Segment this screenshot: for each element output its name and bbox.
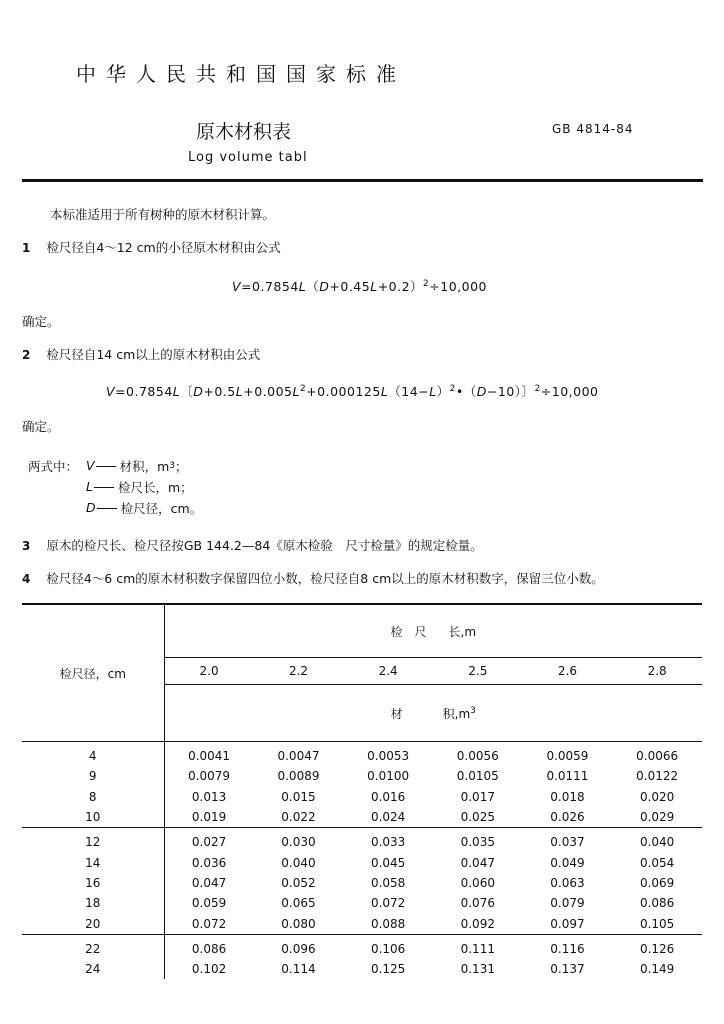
volume-cell: 0.116 xyxy=(523,934,613,959)
volume-cell: 0.131 xyxy=(460,962,495,977)
clause-text: 原木的检尺长、检尺径按GB 144.2—84《原木检验 尺寸检量》的规定检量。 xyxy=(46,538,483,553)
volume-cell: 0.079 xyxy=(550,896,585,911)
clause-number: 1 xyxy=(22,241,31,255)
volume-cell: 0.040 xyxy=(281,855,316,870)
volume-cell: 0.114 xyxy=(281,962,316,977)
volume-cell: 0.106 xyxy=(343,934,433,959)
table-row xyxy=(22,873,702,893)
volume-cell: 0.0059 xyxy=(523,742,613,767)
volume-cell: 0.0089 xyxy=(277,769,320,784)
table-row xyxy=(22,852,702,872)
formula-part: ÷10,000 xyxy=(429,279,487,294)
diameter-cell: 8 xyxy=(22,787,164,807)
formula-part: +0.2） xyxy=(377,279,424,294)
formula-part: +0.005 xyxy=(243,384,293,399)
volume-cell: 0.013 xyxy=(191,789,227,804)
formula-part: ） xyxy=(436,384,450,399)
formula-var: L xyxy=(370,279,378,294)
clause-1 xyxy=(22,238,281,256)
volume-table xyxy=(22,603,702,979)
volume-cell: 0.052 xyxy=(281,875,316,890)
volume-cell: 0.022 xyxy=(281,810,316,825)
length-header-a: 检 尺 xyxy=(390,624,427,639)
diameter-cell: 10 xyxy=(22,807,164,828)
volume-cell: 0.0053 xyxy=(343,742,433,767)
clause-2 xyxy=(22,345,260,363)
volume-cell: 0.0041 xyxy=(164,742,254,767)
clause-text: 检尺径4～6 cm的原木材积数字保留四位小数，检尺径自8 cm以上的原木材积数字，保留三位小数。 xyxy=(46,571,604,586)
volume-cell: 0.0122 xyxy=(636,769,679,784)
formula-part: =0.7854 xyxy=(115,384,173,399)
formula-large-log xyxy=(106,382,599,400)
formula-part: +0.45 xyxy=(329,279,371,294)
clause-number: 4 xyxy=(22,572,31,586)
volume-cell: 0.045 xyxy=(370,855,406,870)
symbol-row xyxy=(28,476,202,497)
header-rule xyxy=(22,179,703,182)
volume-cell: 0.0066 xyxy=(612,742,702,767)
formula-exponent: 2 xyxy=(534,383,541,394)
volume-cell: 0.086 xyxy=(164,934,254,959)
volume-cell: 0.018 xyxy=(550,789,585,804)
symbol-var: D xyxy=(86,500,96,515)
formula-part: （ xyxy=(306,279,320,294)
symbol-desc: 检尺长，m； xyxy=(117,479,193,495)
volume-cell: 0.030 xyxy=(254,828,344,853)
symbols-lead: 两式中： xyxy=(28,458,79,474)
table-body xyxy=(22,742,702,980)
formula-part: −10）〕 xyxy=(486,384,535,399)
volume-cell: 0.027 xyxy=(164,828,254,853)
length-column-header: 2.8 xyxy=(612,658,702,685)
volume-cell: 0.020 xyxy=(639,789,675,804)
volume-cell: 0.069 xyxy=(639,875,675,890)
volume-cell: 0.058 xyxy=(370,875,406,890)
document-subtitle: Log volume tabl xyxy=(188,150,308,165)
volume-cell: 0.126 xyxy=(612,934,702,959)
volume-cell: 0.025 xyxy=(460,810,495,825)
row-header: 检尺径，cm xyxy=(22,604,164,742)
volume-header-a: 材 xyxy=(390,706,403,721)
confirm-text-1: 确定。 xyxy=(22,314,60,329)
symbol-row xyxy=(28,497,202,518)
document-code: GB 4814-84 xyxy=(552,122,634,136)
volume-cell: 0.0079 xyxy=(188,769,231,784)
volume-cell: 0.024 xyxy=(370,810,406,825)
volume-cell: 0.137 xyxy=(550,962,585,977)
length-header-b: 长,m xyxy=(448,624,477,639)
diameter-cell: 9 xyxy=(22,766,164,786)
length-column-header: 2.6 xyxy=(523,658,613,685)
formula-exponent: 2 xyxy=(299,383,307,394)
formula-part: +0.5 xyxy=(203,384,236,399)
length-column-header: 2.0 xyxy=(164,658,254,685)
volume-cell: 0.047 xyxy=(191,875,227,890)
formula-part: 〔 xyxy=(180,384,194,399)
volume-cell: 0.072 xyxy=(191,916,227,931)
volume-cell: 0.019 xyxy=(191,810,227,825)
clause-text: 检尺径自14 cm以上的原木材积由公式 xyxy=(46,347,261,362)
table-row xyxy=(22,742,702,767)
symbol-desc: 检尺径，cm。 xyxy=(120,500,203,516)
volume-cell: 0.088 xyxy=(370,916,406,931)
volume-cell: 0.149 xyxy=(639,962,675,977)
dash-rule xyxy=(96,466,116,467)
length-column-header: 2.4 xyxy=(343,658,433,685)
table-row xyxy=(22,807,702,828)
volume-cell: 0.035 xyxy=(433,828,523,853)
volume-cell: 0.111 xyxy=(433,934,523,959)
diameter-cell: 20 xyxy=(22,913,164,934)
symbol-end: ； xyxy=(174,458,188,474)
formula-part: +0.000125 xyxy=(306,384,381,399)
volume-header-b: 积,m xyxy=(442,706,471,721)
diameter-cell: 18 xyxy=(22,893,164,913)
volume-cell: 0.092 xyxy=(460,916,495,931)
length-column-header: 2.2 xyxy=(254,658,344,685)
symbol-sup: 3 xyxy=(169,460,175,471)
diameter-cell: 22 xyxy=(22,934,164,959)
volume-cell: 0.065 xyxy=(281,896,316,911)
formula-var: L xyxy=(235,384,244,399)
formula-part: （14− xyxy=(388,384,430,399)
standard-title: 中华人民共和国国家标准 xyxy=(76,62,406,86)
table-row xyxy=(22,787,702,807)
diameter-cell: 12 xyxy=(22,828,164,853)
formula-small-log xyxy=(232,277,487,295)
volume-cell: 0.0056 xyxy=(433,742,523,767)
formula-var: L xyxy=(172,384,181,399)
volume-cell: 0.037 xyxy=(523,828,613,853)
formula-exponent: 2 xyxy=(423,278,430,289)
volume-cell: 0.097 xyxy=(550,916,585,931)
volume-cell: 0.096 xyxy=(254,934,344,959)
length-header xyxy=(164,604,702,658)
volume-cell: 0.060 xyxy=(460,875,495,890)
volume-cell: 0.016 xyxy=(370,789,406,804)
diameter-cell: 4 xyxy=(22,742,164,767)
clause-number: 2 xyxy=(22,348,31,362)
volume-cell: 0.102 xyxy=(191,962,227,977)
dash-rule xyxy=(97,508,117,509)
volume-cell: 0.105 xyxy=(639,916,675,931)
volume-cell: 0.029 xyxy=(639,810,675,825)
formula-part: ÷10,000 xyxy=(540,384,599,399)
symbol-definitions xyxy=(28,455,202,518)
diameter-cell: 16 xyxy=(22,873,164,893)
volume-cell: 0.0111 xyxy=(546,769,589,784)
formula-var: L xyxy=(298,279,307,294)
clause-text: 检尺径自4～12 cm的小径原木材积由公式 xyxy=(46,240,281,255)
volume-cell: 0.0100 xyxy=(367,769,410,784)
volume-cell: 0.125 xyxy=(370,962,406,977)
volume-header xyxy=(164,685,702,742)
table-row xyxy=(22,934,702,959)
formula-var: V xyxy=(232,279,242,294)
formula-var: L xyxy=(292,384,300,399)
table-row xyxy=(22,828,702,853)
intro-paragraph: 本标准适用于所有树种的原木材积计算。 xyxy=(50,207,276,222)
volume-cell: 0.047 xyxy=(460,855,495,870)
table-row xyxy=(22,959,702,979)
clause-number: 3 xyxy=(22,539,31,553)
volume-cell: 0.036 xyxy=(191,855,227,870)
volume-cell: 0.015 xyxy=(281,789,316,804)
table-row xyxy=(22,766,702,786)
length-column-header: 2.5 xyxy=(433,658,523,685)
volume-cell: 0.080 xyxy=(281,916,316,931)
diameter-cell: 24 xyxy=(22,959,164,979)
table-row xyxy=(22,913,702,934)
formula-part: =0.7854 xyxy=(241,279,299,294)
symbol-desc: 材积，m xyxy=(119,458,170,474)
dash-rule xyxy=(94,487,114,488)
volume-cell: 0.086 xyxy=(639,896,675,911)
volume-cell: 0.0105 xyxy=(456,769,499,784)
formula-var: L xyxy=(429,384,437,399)
volume-cell: 0.026 xyxy=(550,810,585,825)
formula-var: D xyxy=(193,384,204,399)
volume-cell: 0.0047 xyxy=(254,742,344,767)
clause-3 xyxy=(22,536,483,554)
volume-cell: 0.017 xyxy=(460,789,495,804)
symbol-row xyxy=(28,455,202,476)
volume-cell: 0.054 xyxy=(639,855,675,870)
formula-var: D xyxy=(319,279,330,294)
formula-var: L xyxy=(380,384,389,399)
volume-cell: 0.076 xyxy=(460,896,495,911)
volume-cell: 0.049 xyxy=(550,855,585,870)
formula-var: D xyxy=(476,384,487,399)
volume-cell: 0.072 xyxy=(370,896,406,911)
volume-cell: 0.059 xyxy=(191,896,227,911)
table-row xyxy=(22,893,702,913)
clause-4 xyxy=(22,569,604,587)
diameter-cell: 14 xyxy=(22,852,164,872)
formula-part: •（ xyxy=(455,384,477,399)
volume-cell: 0.063 xyxy=(550,875,585,890)
confirm-text-2: 确定。 xyxy=(22,419,60,434)
volume-sup: 3 xyxy=(470,705,476,716)
volume-cell: 0.040 xyxy=(612,828,702,853)
formula-exponent: 2 xyxy=(449,383,456,394)
symbol-var: L xyxy=(86,479,93,494)
formula-var: V xyxy=(106,384,116,399)
volume-cell: 0.033 xyxy=(343,828,433,853)
document-title: 原木材积表 xyxy=(196,121,292,143)
symbol-var: V xyxy=(86,458,95,473)
